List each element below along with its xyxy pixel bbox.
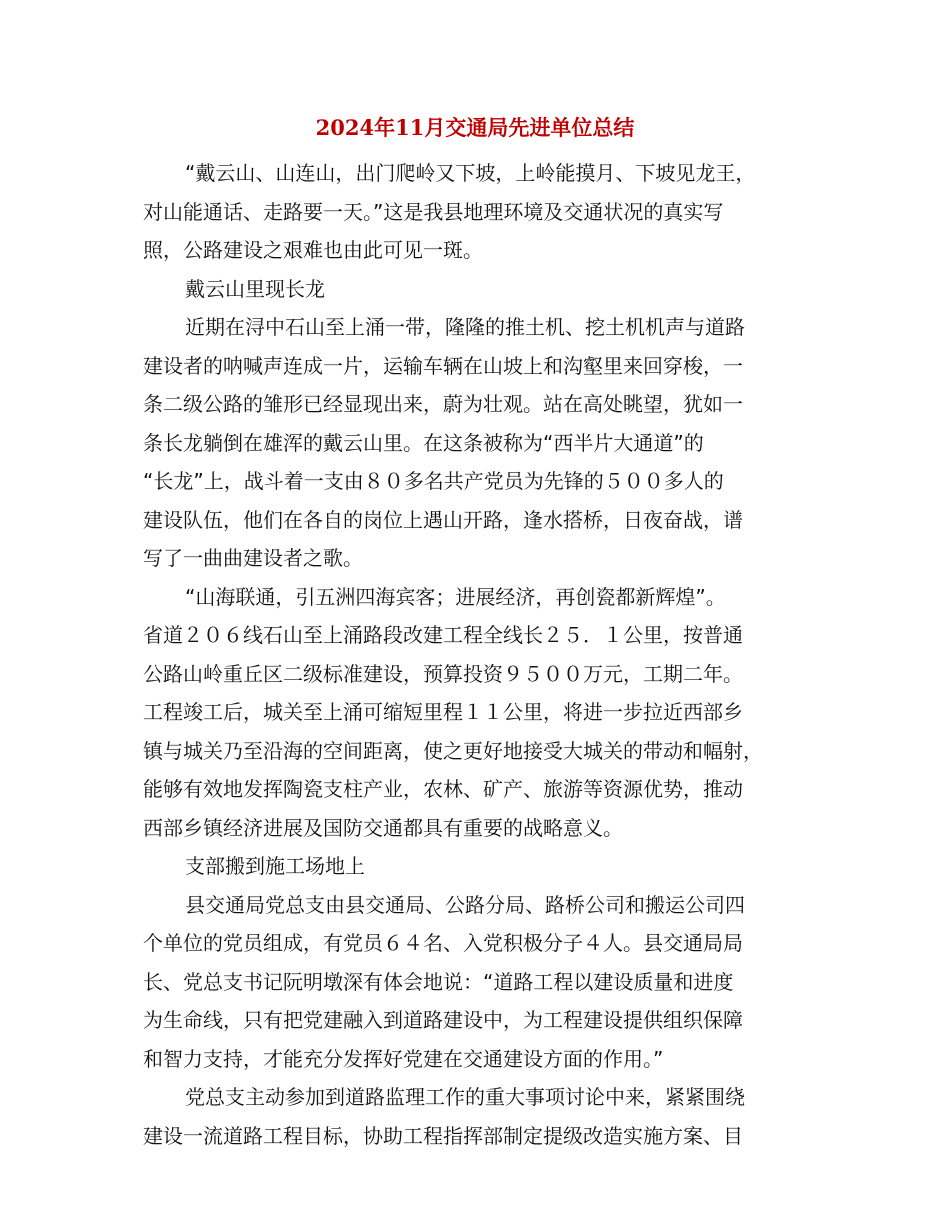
document-title: 2024年11月交通局先进单位总结 bbox=[315, 115, 635, 140]
text-line: 建设者的呐喊声连成一片，运输车辆在山坡上和沟壑里来回穿梭，一 bbox=[143, 353, 743, 378]
text-line: 镇与城关乃至沿海的空间距离，使之更好地接受大城关的带动和幅射， bbox=[143, 738, 763, 763]
text-line: 建设一流道路工程目标，协助工程指挥部制定提级改造实施方案、目 bbox=[143, 1123, 743, 1148]
text-line: 工程竣工后，城关至上涌可缩短里程１１公里，将进一步拉近西部乡 bbox=[143, 700, 743, 724]
text-line: 能够有效地发挥陶瓷支柱产业，农林、矿产、旅游等资源优势，推动 bbox=[143, 777, 743, 801]
section-heading: 支部搬到施工场地上 bbox=[185, 854, 365, 878]
text-line: 条长龙躺倒在雄浑的戴云山里。在这条被称为“西半片大通道”的 bbox=[143, 430, 704, 455]
text-line: 和智力支持，才能充分发挥好党建在交通建设方面的作用。” bbox=[143, 1046, 664, 1071]
text-line: 党总支主动参加到道路监理工作的重大事项讨论中来，紧紧围绕 bbox=[185, 1085, 745, 1109]
text-line: “戴云山、山连山，出门爬岭又下坡，上岭能摸月、下坡见龙王， bbox=[185, 161, 756, 185]
text-line: “长龙”上，战斗着一支由８０多名共产党员为先锋的５００多人的 bbox=[143, 469, 724, 493]
text-line: 个单位的党员组成，有党员６４名、入党积极分子４人。县交通局局 bbox=[143, 931, 743, 955]
text-line: 公路山岭重丘区二级标准建设，预算投资９５００万元，工期二年。 bbox=[143, 661, 743, 686]
text-line: 县交通局党总支由县交通局、公路分局、路桥公司和搬运公司四 bbox=[185, 892, 745, 917]
text-line: 近期在浔中石山至上涌一带，隆隆的推土机、挖土机机声与道路 bbox=[185, 315, 745, 339]
text-line: 条二级公路的雏形已经显现出来，蔚为壮观。站在高处眺望，犹如一 bbox=[143, 392, 743, 416]
text-line: 西部乡镇经济进展及国防交通都具有重要的战略意义。 bbox=[143, 815, 623, 840]
text-line: 写了一曲曲建设者之歌。 bbox=[143, 546, 363, 570]
text-line: 长、党总支书记阮明墩深有体会地说：“道路工程以建设质量和进度 bbox=[143, 969, 734, 994]
text-line: 省道２０６线石山至上涌路段改建工程全线长２５．１公里，按普通 bbox=[143, 623, 743, 647]
text-line: 对山能通话、走路要一天。”这是我县地理环境及交通状况的真实写 bbox=[143, 199, 724, 224]
text-line: 为生命线，只有把党建融入到道路建设中，为工程建设提供组织保障 bbox=[143, 1008, 743, 1032]
section-heading: 戴云山里现长龙 bbox=[185, 276, 325, 301]
text-line: “山海联通，引五洲四海宾客；进展经济，再创瓷都新辉煌”。 bbox=[185, 584, 726, 609]
document-body bbox=[143, 154, 813, 1155]
text-line: 照，公路建设之艰难也由此可见一斑。 bbox=[143, 238, 483, 262]
text-line: 建设队伍，他们在各自的岗位上遇山开路，逢水搭桥，日夜奋战，谱 bbox=[143, 507, 743, 532]
